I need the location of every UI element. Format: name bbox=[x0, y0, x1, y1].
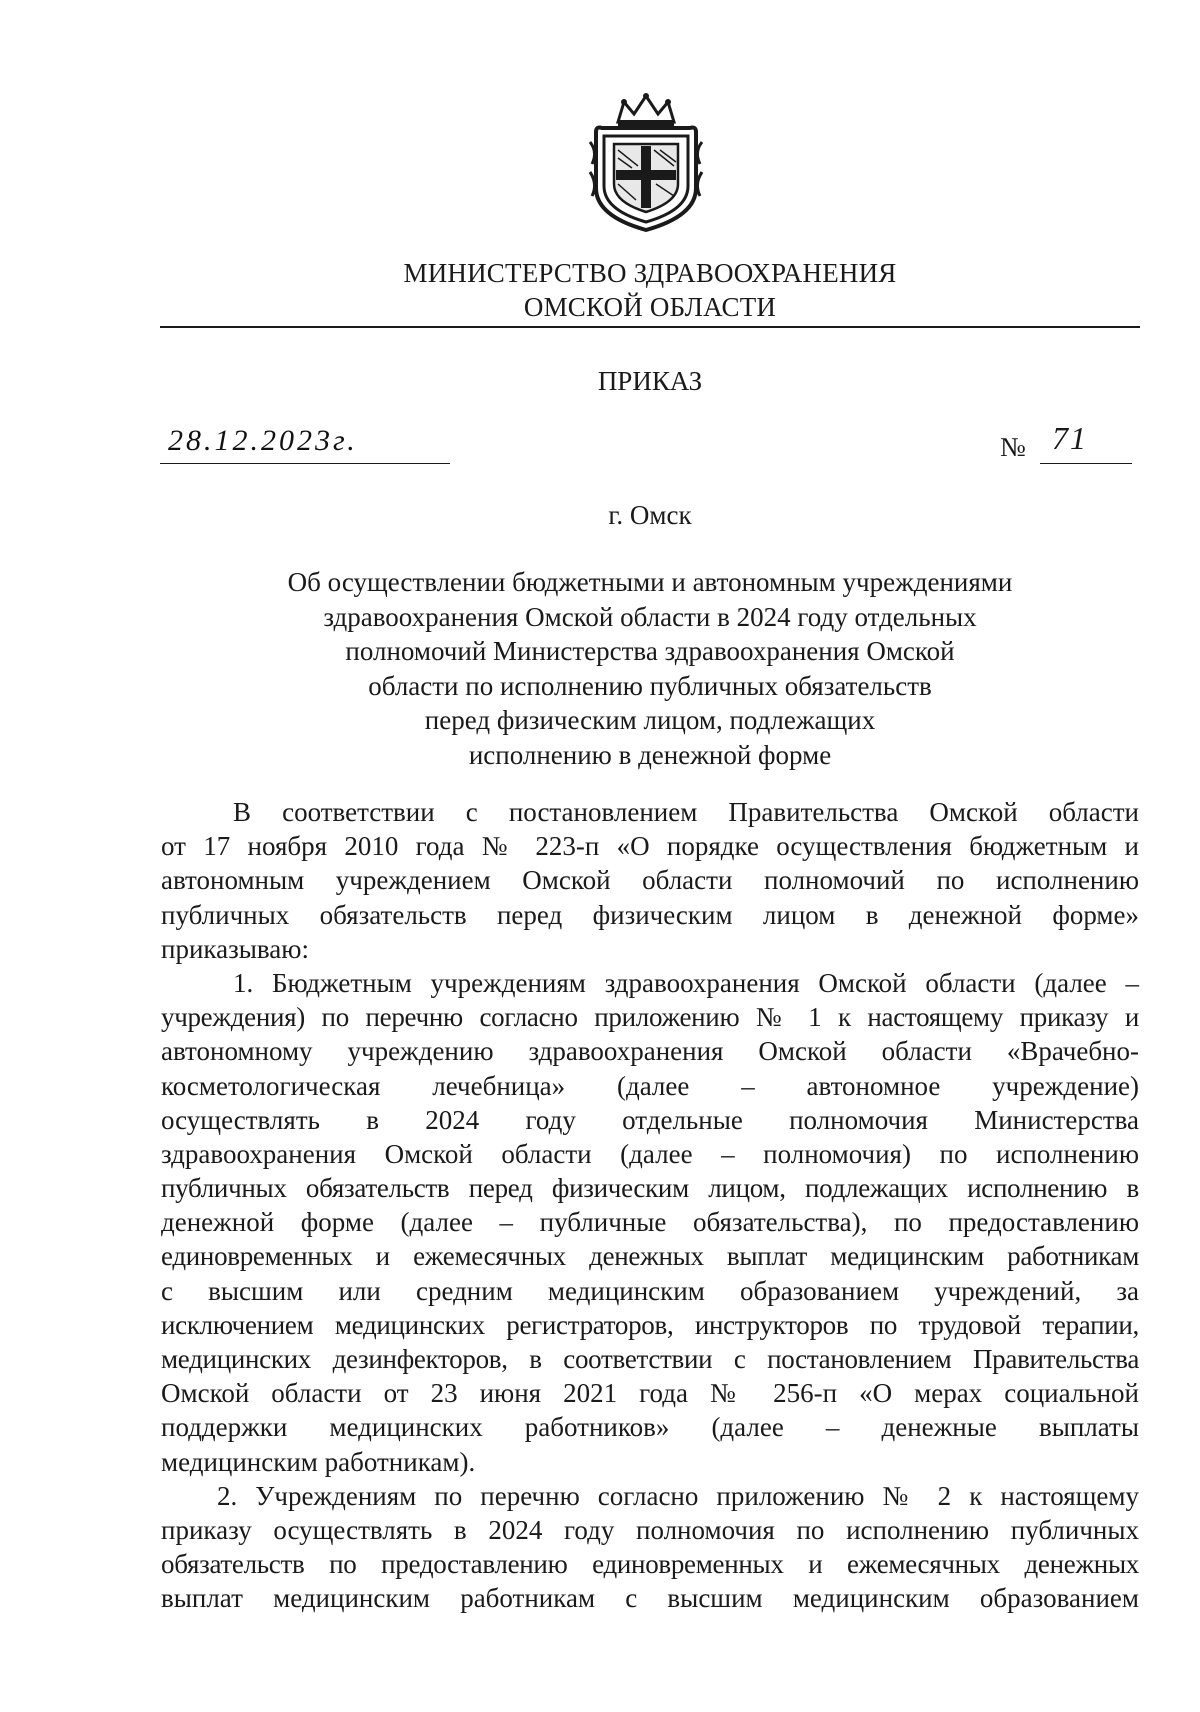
body-line: приказываю: bbox=[161, 933, 309, 964]
date-underline bbox=[160, 463, 450, 464]
body-line: косметологическая лечебница» (далее – автономное учреждение) bbox=[161, 1070, 1139, 1101]
number-underline bbox=[1040, 463, 1132, 464]
body-line: обязательств по предоставлению единовременных и ежемесячных денежных bbox=[161, 1549, 1139, 1580]
body-line: публичных обязательств перед физическим лицом в денежной форме» bbox=[161, 899, 1139, 930]
subject-line: полномочий Министерства здравоохранения Омской bbox=[345, 636, 955, 666]
body-line: здравоохранения Омской области (далее – полномочия) по исполнению bbox=[161, 1138, 1139, 1169]
subject-line: исполнению в денежной форме bbox=[468, 739, 832, 770]
body-line: Омской области от 23 июня 2021 года № 256-п «О мерах социальной bbox=[161, 1378, 1139, 1409]
order-number-handwritten: 71 bbox=[1052, 420, 1088, 456]
ministry-name-line2: ОМСКОЙ ОБЛАСТИ bbox=[523, 292, 777, 322]
city-name: г. Омск bbox=[608, 500, 692, 530]
body-line: учреждения) по перечню согласно приложению № 1 к настоящему приказу и bbox=[161, 1002, 1139, 1033]
body-line: выплат медицинским работникам с высшим медицинским образованием bbox=[161, 1583, 1139, 1614]
body-line: публичных обязательств перед физическим лицом, подлежащих исполнению в bbox=[161, 1173, 1139, 1204]
body-line: поддержки медицинских работников» (далее – денежные выплаты bbox=[161, 1412, 1139, 1443]
body-line: 2. Учреждениям по перечню согласно приложению № 2 к настоящему bbox=[217, 1480, 1139, 1511]
body-line: исключением медицинских регистраторов, инструкторов по трудовой терапии, bbox=[161, 1309, 1139, 1340]
order-date-handwritten: 28.12.2023г. bbox=[168, 424, 358, 457]
body-line: от 17 ноября 2010 года № 223-п «О порядке осуществления бюджетным и bbox=[161, 831, 1139, 862]
order-subject bbox=[200, 565, 1100, 772]
subject-line: области по исполнению публичных обязательств bbox=[368, 670, 932, 701]
document-type-title: ПРИКАЗ bbox=[597, 366, 703, 396]
number-sign: № bbox=[1000, 432, 1026, 462]
subject-line: здравоохранения Омской области в 2024 году отдельных bbox=[323, 601, 977, 632]
body-line: В соответствии с постановлением Правительства Омской области bbox=[233, 797, 1139, 827]
body-line: денежной форме (далее – публичные обязательства), по предоставлению bbox=[161, 1207, 1139, 1238]
body-line: автономным учреждением Омской области полномочий по исполнению bbox=[161, 865, 1139, 896]
body-line: единовременных и ежемесячных денежных выплат медицинским работникам bbox=[161, 1241, 1139, 1272]
body-line: медицинских дезинфекторов, в соответствии с постановлением Правительства bbox=[161, 1344, 1139, 1374]
header-divider bbox=[160, 326, 1140, 328]
body-line: осуществлять в 2024 году отдельные полномочия Министерства bbox=[161, 1104, 1139, 1135]
body-line: автономному учреждению здравоохранения Омской области «Врачебно- bbox=[161, 1036, 1139, 1067]
body-line: медицинским работникам). bbox=[161, 1446, 476, 1477]
omsk-coat-of-arms-emblem bbox=[588, 92, 704, 232]
body-line: 1. Бюджетным учреждениям здравоохранения Омской области (далее – bbox=[233, 967, 1139, 998]
ministry-name-line1: МИНИСТЕРСТВО ЗДРАВООХРАНЕНИЯ bbox=[403, 258, 897, 288]
order-body-text bbox=[161, 795, 1139, 1616]
subject-line: перед физическим лицом, подлежащих bbox=[424, 705, 876, 735]
subject-line: Об осуществлении бюджетными и автономным учреждениями bbox=[287, 567, 1013, 597]
body-line: приказу осуществлять в 2024 году полномочия по исполнению публичных bbox=[161, 1514, 1139, 1545]
body-line: с высшим или средним медицинским образованием учреждений, за bbox=[161, 1275, 1139, 1306]
